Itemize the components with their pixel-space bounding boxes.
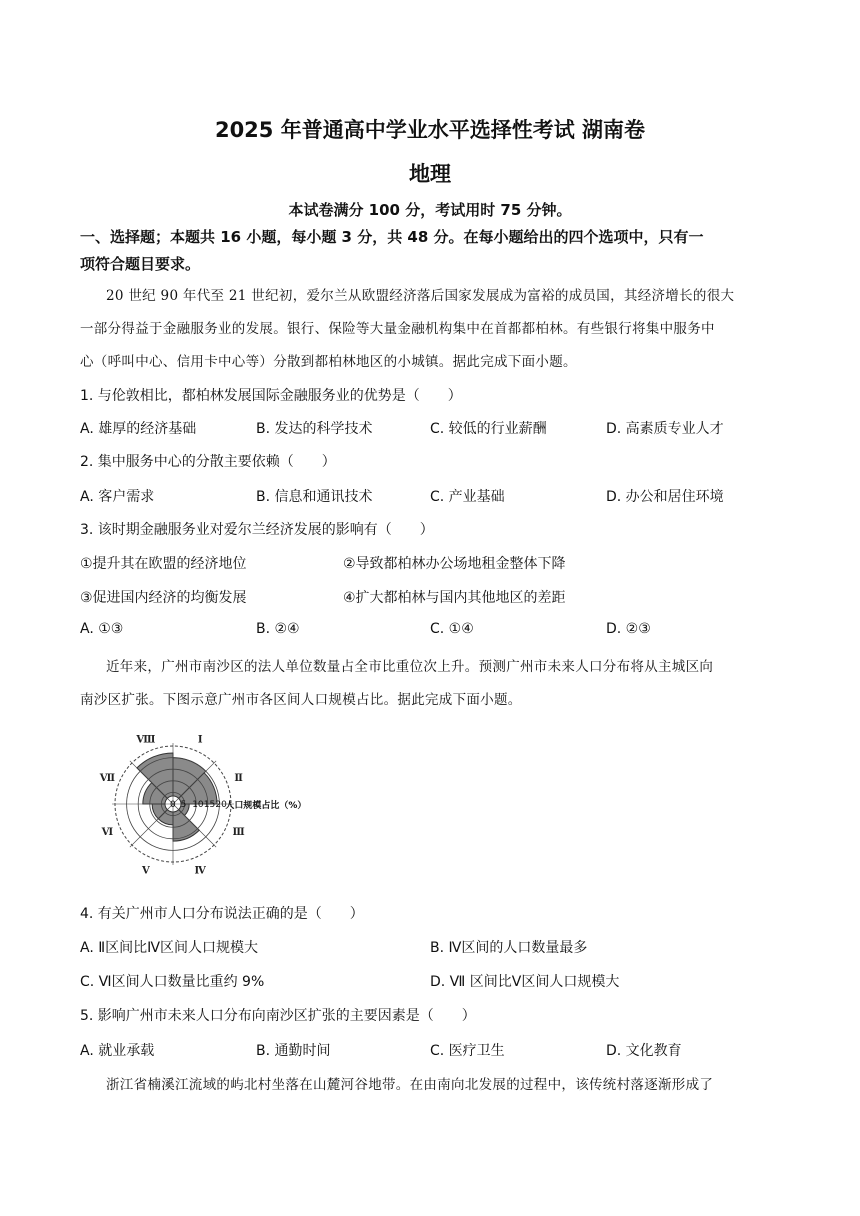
radial-tick-5: 5: [180, 800, 187, 810]
radial-tick-15: 15: [203, 800, 216, 810]
category-label-6: Ⅵ: [101, 827, 114, 839]
category-label-7: Ⅶ: [99, 772, 116, 784]
q5-option-d[interactable]: D. 文化教育: [606, 1043, 682, 1059]
passage1-line1: 20 世纪 90 年代至 21 世纪初，爱尔兰从欧盟经济落后国家发展成为富裕的成员国，其经济增长的很大: [106, 288, 735, 304]
section-heading-line1: 一、选择题；本题共 16 小题，每小题 3 分，共 48 分。在每小题给出的四个选项中，只有一: [80, 228, 704, 246]
subject-title: 地理: [409, 162, 451, 186]
q5-option-a[interactable]: A. 就业承载: [80, 1043, 155, 1059]
spoke-6: [130, 804, 173, 847]
q1-option-c[interactable]: C. 较低的行业薪酬: [430, 421, 547, 437]
q1-option-b[interactable]: B. 发达的科学技术: [256, 421, 373, 437]
category-label-8: Ⅷ: [136, 734, 156, 746]
passage2-line1: 近年来，广州市南沙区的法人单位数量占全市比重位次上升。预测广州市未来人口分布将从主城区向: [106, 659, 714, 675]
q5-stem: 5. 影响广州市未来人口分布向南沙区扩张的主要因素是（ ）: [80, 1008, 476, 1024]
radial-tick-20: 20: [215, 800, 227, 810]
q2-option-d[interactable]: D. 办公和居住环境: [606, 489, 724, 505]
population-polar-chart: [95, 728, 355, 880]
exam-title: 2025 年普通高中学业水平选择性考试 湖南卷: [214, 118, 646, 142]
passage2-line2: 南沙区扩张。下图示意广州市各区间人口规模占比。据此完成下面小题。: [80, 692, 522, 708]
q2-option-b[interactable]: B. 信息和通讯技术: [256, 489, 373, 505]
q1-stem: 1. 与伦敦相比，都柏林发展国际金融服务业的优势是（ ）: [80, 388, 462, 404]
q2-stem: 2. 集中服务中心的分散主要依赖（ ）: [80, 454, 336, 470]
section-heading-line2: 项符合题目要求。: [80, 255, 201, 273]
q4-stem: 4. 有关广州市人口分布说法正确的是（ ）: [80, 906, 364, 922]
q2-option-c[interactable]: C. 产业基础: [430, 489, 505, 505]
q3-statement-4: ④扩大都柏林与国内其他地区的差距: [343, 590, 566, 606]
q4-option-a[interactable]: A. Ⅱ区间比Ⅳ区间人口规模大: [80, 940, 259, 956]
exam-note: 本试卷满分 100 分，考试用时 75 分钟。: [288, 201, 572, 219]
q3-option-d[interactable]: D. ②③: [606, 621, 651, 637]
category-label-5: Ⅴ: [141, 865, 150, 877]
q3-statement-3: ③促进国内经济的均衡发展: [80, 590, 247, 606]
q4-option-b[interactable]: B. Ⅳ区间的人口数量最多: [430, 940, 588, 956]
category-label-4: Ⅳ: [194, 865, 206, 877]
radial-tick-0: 0: [170, 800, 176, 810]
category-label-3: Ⅲ: [232, 827, 245, 839]
q5-option-c[interactable]: C. 医疗卫生: [430, 1043, 505, 1059]
q3-option-b[interactable]: B. ②④: [256, 621, 300, 637]
q3-statement-2: ②导致都柏林办公场地租金整体下降: [343, 556, 566, 572]
q3-option-a[interactable]: A. ①③: [80, 621, 124, 637]
q1-option-d[interactable]: D. 高素质专业人才: [606, 421, 724, 437]
q5-option-b[interactable]: B. 通勤时间: [256, 1043, 331, 1059]
axis-label: 人口规模占比（%）: [225, 801, 307, 811]
q3-stem: 3. 该时期金融服务业对爱尔兰经济发展的影响有（ ）: [80, 522, 434, 538]
radial-tick-10: 10: [192, 800, 204, 810]
q3-option-c[interactable]: C. ①④: [430, 621, 474, 637]
q1-option-a[interactable]: A. 雄厚的经济基础: [80, 421, 197, 437]
q2-option-a[interactable]: A. 客户需求: [80, 489, 155, 505]
q3-statement-1: ①提升其在欧盟的经济地位: [80, 556, 247, 572]
category-label-2: Ⅱ: [234, 772, 243, 784]
passage3-line1: 浙江省楠溪江流域的屿北村坐落在山麓河谷地带。在由南向北发展的过程中，该传统村落逐渐形成了: [106, 1077, 714, 1093]
passage1-line3: 心（呼叫中心、信用卡中心等）分散到都柏林地区的小城镇。据此完成下面小题。: [80, 354, 577, 370]
q4-option-d[interactable]: D. Ⅶ 区间比Ⅴ区间人口规模大: [430, 974, 620, 990]
q4-option-c[interactable]: C. Ⅵ区间人口数量比重约 9%: [80, 974, 265, 990]
category-label-1: Ⅰ: [197, 734, 203, 746]
passage1-line2: 一部分得益于金融服务业的发展。银行、保险等大量金融机构集中在首都都柏林。有些银行将集中服务中: [80, 321, 715, 337]
